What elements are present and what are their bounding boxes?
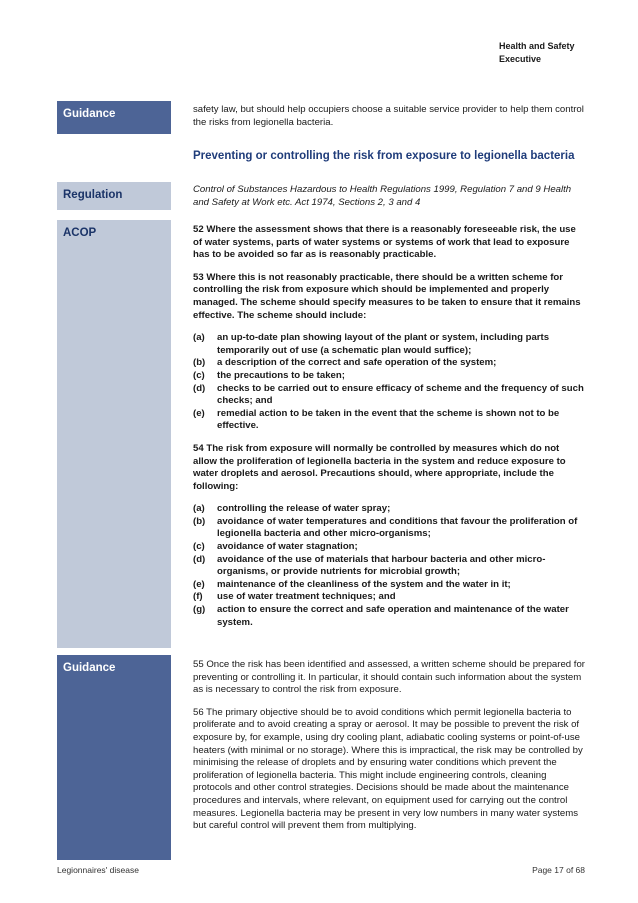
guidance-intro-block bbox=[193, 104, 585, 139]
org-name-line2: Executive bbox=[499, 54, 542, 64]
list-item: (a) an up-to-date plan showing layout of the plant or system, including parts temporarily out of use (a schematic plan would suffice); bbox=[193, 332, 550, 356]
regulation-text: Control of Substances Hazardous to Health Regulations 1999, Regulation 7 and 9 Health and Safety at Work etc. Act 1974, Sections 2, 3 and 4 bbox=[193, 184, 572, 208]
list-item: (b) a description of the correct and safe operation of the system; bbox=[193, 357, 497, 369]
regulation-block bbox=[193, 184, 585, 219]
list-item: (c) the precautions to be taken; bbox=[193, 369, 345, 381]
list-item: (g) action to ensure the correct and safe operation and maintenance of the water system. bbox=[193, 604, 569, 628]
regulation-label-box bbox=[57, 182, 171, 210]
regulation-label: Regulation bbox=[63, 189, 123, 201]
guidance-label-box-2 bbox=[57, 655, 171, 860]
org-name bbox=[499, 40, 575, 66]
footer-page-number: Page 17 of 68 bbox=[532, 865, 585, 875]
list-item: (b) avoidance of water temperatures and conditions that favour the proliferation of legionella bacteria and other micro-organisms; bbox=[193, 515, 578, 540]
acop-paragraph-52: 52 Where the assessment shows that there is a reasonably foreseeable risk, the use of water systems, parts of water systems or systems of work that lead to exposure has to be avoided so far as is reasonably practicable. bbox=[193, 224, 576, 261]
list-item: (d) checks to be carried out to ensure efficacy of scheme and the frequency of such checks; and bbox=[193, 382, 584, 407]
footer-title: Legionnaires' disease bbox=[57, 865, 139, 875]
list-item: (d) avoidance of the use of materials that harbour bacteria and other micro-organisms, or provide nutrients for microbial growth; bbox=[193, 553, 546, 578]
acop-label-box bbox=[57, 220, 171, 648]
guidance-intro-text: safety law, but should help occupiers choose a suitable service provider to help them control the risks from legionella bacteria. bbox=[193, 104, 584, 128]
list-item: (f) use of water treatment techniques; and bbox=[193, 591, 396, 603]
acop-paragraph-53: 53 Where this is not reasonably practicable, there should be a written scheme for controlling the risk from exposure which should be implemented and properly managed. The scheme should specify measures to be taken to ensure that it remains effective. The scheme should include: bbox=[193, 271, 581, 321]
section-heading-block bbox=[193, 149, 585, 171]
list-item: (c) avoidance of water stagnation; bbox=[193, 541, 358, 553]
acop-paragraph-54: 54 The risk from exposure will normally be controlled by measures which do not allow the proliferation of legionella bacteria in the system and reduce exposure to water droplets and aerosol. Precautions should, where appropriate, include the following: bbox=[193, 442, 566, 492]
list-item: (e) maintenance of the cleanliness of the system and the water in it; bbox=[193, 578, 511, 590]
org-name-line1: Health and Safety bbox=[499, 41, 575, 51]
guidance-label-2: Guidance bbox=[63, 662, 116, 674]
acop-block bbox=[193, 224, 585, 639]
guidance-label-1: Guidance bbox=[63, 108, 116, 120]
list-item: (e) remedial action to be taken in the event that the scheme is shown not to be effective. bbox=[193, 407, 560, 432]
section-heading: Preventing or controlling the risk from exposure to legionella bacteria bbox=[193, 150, 575, 162]
guidance-paragraph-55: 55 Once the risk has been identified and assessed, a written scheme should be prepared for preventing or controlling it. In particular, it should contain such information about the system as is necessary to control the risk from exposure. bbox=[193, 659, 585, 696]
acop-list-53 bbox=[193, 332, 585, 433]
guidance-block-2 bbox=[193, 659, 585, 843]
guidance-paragraph-56: 56 The primary objective should be to avoid conditions which permit legionella bacteria to proliferate and to avoid creating a spray or aerosol. It may be possible to prevent the risk of exposure by, for example, using dry cooling plant, adiabatic cooling systems or point-of-use heaters (with minimal or no storage). Where this is impractical, the risk may be controlled by minimising the release of droplets and by ensuring water conditions which prevent the proliferation of legionella bacteria. This might include engineering controls, cleaning protocols and other control strategies. Decisions should be made about the maintenance procedures and intervals, where relevant, on equipment used for carrying out the control measures. Legionella bacteria may be present in very low numbers in many water systems but careful control will prevent them from multiplying. bbox=[193, 706, 583, 832]
list-item: (a) controlling the release of water spray; bbox=[193, 503, 391, 515]
acop-list-54 bbox=[193, 503, 585, 629]
acop-label: ACOP bbox=[63, 227, 97, 239]
guidance-label-box-1 bbox=[57, 101, 171, 134]
